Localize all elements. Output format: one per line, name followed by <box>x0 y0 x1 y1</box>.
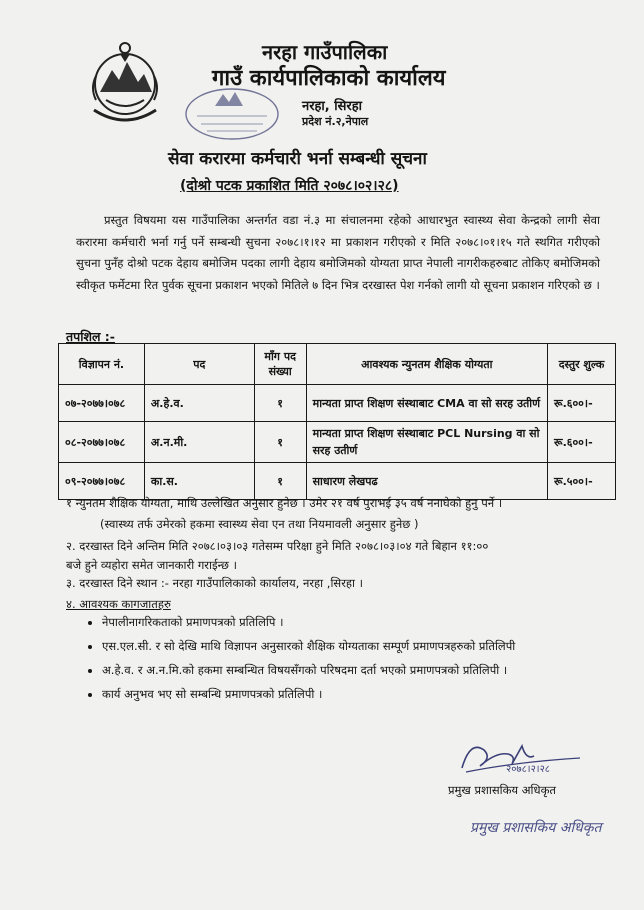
cell-count: १ <box>254 463 306 500</box>
col-header-fee: दस्तुर शुल्क <box>548 344 616 385</box>
details-label: तपशिल :- <box>66 329 115 344</box>
note-age-requirement: १ न्युनतम शैक्षिक योग्यता, माथि उल्लेखित अनुसार हुनेछ । उमेर २१ वर्ष पुराभई ३५ वर्ष ननाघेको हुनु पर्ने । <box>66 496 503 510</box>
note-deadline-continued: बजे हुने व्यहोरा समेत जानकारी गराईन्छ । <box>66 558 237 572</box>
col-header-ad-no: विज्ञापन नं. <box>59 344 145 385</box>
cell-fee: रू.६००।- <box>548 385 616 422</box>
cell-count: १ <box>254 385 306 422</box>
table-row <box>59 385 616 422</box>
cell-ad-no: ०८-२०७७।०७८ <box>59 422 145 463</box>
cell-qualification: साधारण लेखपढ <box>306 463 547 500</box>
vacancy-table <box>58 343 616 500</box>
table-header-row <box>59 344 616 385</box>
notice-subtitle: (दोश्रो पटक प्रकाशित मिति २०७८।०२।२८) <box>180 178 399 194</box>
signature-date: २०७८।२।२८ <box>506 764 550 775</box>
signatory-title: प्रमुख प्रशासकिय अधिकृत <box>448 783 556 797</box>
cell-fee: रू.६००।- <box>548 422 616 463</box>
note-deadline: २. दरखास्त दिने अन्तिम मिति २०७८।०३।०३ गतेसम्म परिक्षा हुने मिति २०७८।०३।०४ गते बिहान ११:०० <box>66 539 489 553</box>
cell-qualification: मान्यता प्राप्त शिक्षण संस्थाबाट CMA वा सो सरह उतीर्ण <box>306 385 547 422</box>
office-name: गाउँ कार्यपालिकाको कार्यालय <box>212 66 446 91</box>
office-stamp-icon <box>183 86 281 142</box>
nepal-emblem-icon <box>86 40 164 124</box>
list-item: • कार्य अनुभव भए सो सम्बन्धि प्रमाणपत्रको प्रतिलिपी । <box>102 686 642 702</box>
cell-ad-no: ०७-२०७७।०७८ <box>59 385 145 422</box>
col-header-qualification: आवश्यक न्युनतम शैक्षिक योग्यता <box>306 344 547 385</box>
note-submission-place: ३. दरखास्त दिने स्थान :- नरहा गाउँपालिकाको कार्यालय, नरहा ,सिरहा । <box>66 576 363 590</box>
org-name: नरहा गाउँपालिका <box>262 40 388 64</box>
designation-stamp: प्रमुख प्रशासकिय अधिकृत <box>470 820 602 836</box>
cell-count: १ <box>254 422 306 463</box>
table-row <box>59 463 616 500</box>
notice-title: सेवा करारमा कर्मचारी भर्ना सम्बन्धी सूचना <box>168 149 427 169</box>
col-header-post: पद <box>144 344 254 385</box>
list-item: • अ.हे.व. र अ.न.मि.को हकमा सम्बन्धित विषयसँगको परिषदमा दर्ता भएको प्रमाणपत्रको प्रतिलिपी । <box>102 662 642 678</box>
province: प्रदेश नं.२,नेपाल <box>302 115 369 128</box>
notice-body: प्रस्तुत विषयमा यस गाउँपालिका अन्तर्गत वडा नं.३ मा संचालनमा रहेको आधारभुत स्वास्थ्य सेवा केन्द्रको लागी सेवा करारमा कर्मचारी भर्ना गर्नु पर्ने सम्बन्धी सुचना २०७८।१।१२ मा प्रकाशन गरीएको र मिति २०७८।०१।१५ गते स्थगित गरीएको सुचना पुनँह दोश्रो पटक देहाय बमोजिम पदका लागी देहाय बमोजिमको योग्यता प्राप्त नेपाली नागरीकहरुबाट तोकिए बमोजिमको स्वीकृत फर्मेटमा रित पुर्वक सूचना प्रकाशन भएको मितिले ७ दिन भित्र दरखास्त पेश गर्नको लागी यो सूचना प्रकाशन गरिएको छ । <box>76 213 600 292</box>
signature-icon <box>456 732 586 782</box>
cell-fee: रू.५००।- <box>548 463 616 500</box>
note-age-health-clause: (स्वास्थ्य तर्फ उमेरको हकमा स्वास्थ्य सेवा एन तथा नियमावली अनुसार हुनेछ ) <box>100 517 419 531</box>
cell-post: अ.हे.व. <box>144 385 254 422</box>
cell-qualification: मान्यता प्राप्त शिक्षण संस्थाबाट PCL Nursing वा सो सरह उतीर्ण <box>306 422 547 463</box>
list-item: • एस.एल.सी. र सो देखि माथि विज्ञापन अनुसारको शैक्षिक योग्यताका सम्पूर्ण प्रमाणपत्रहरुको प्रतिलिपी <box>102 638 642 654</box>
col-header-count: माँग पद संख्या <box>254 344 306 385</box>
cell-post: का.स. <box>144 463 254 500</box>
cell-post: अ.न.मी. <box>144 422 254 463</box>
note-required-documents: ४. आवश्यक कागजातहरु <box>66 597 171 611</box>
cell-ad-no: ०९-२०७७।०७८ <box>59 463 145 500</box>
required-documents-list <box>82 614 642 710</box>
table-row <box>59 422 616 463</box>
list-item: • नेपालीनागरिकताको प्रमाणपत्रको प्रतिलिपि । <box>102 614 642 630</box>
office-address: नरहा, सिरहा <box>302 99 363 114</box>
